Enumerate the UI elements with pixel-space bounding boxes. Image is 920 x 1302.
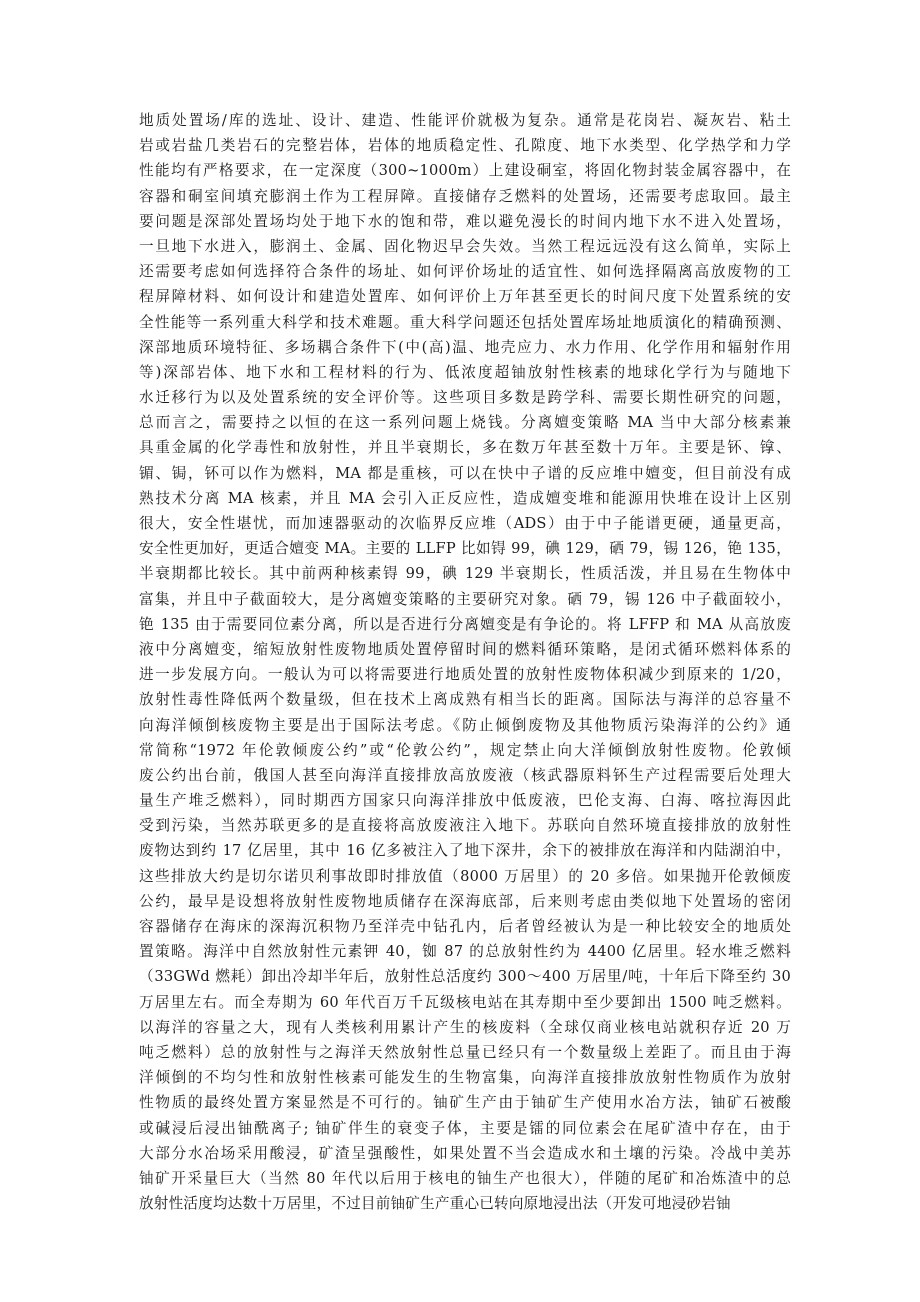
text-line: （33GWd 燃耗）卸出冷却半年后，放射性总活度约 300～400 万居里/吨，十年后下降至约 30 (139, 968, 791, 986)
text-line: 等)深部岩体、地下水和工程材料的行为、低浓度超铀放射性核素的地球化学行为与随地下 (139, 363, 791, 381)
text-line: 大部分水冶场采用酸浸，矿渣呈强酸性，如果处置不当会造成水和土壤的污染。冷战中美苏 (139, 1144, 791, 1162)
text-line: 或碱浸后浸出铀酰离子; 铀矿伴生的衰变子体，主要是镭的同位素会在尾矿渣中存在，由于 (139, 1119, 791, 1137)
text-line: 常简称“1972 年伦敦倾废公约”或“伦敦公约”，规定禁止向大洋倾倒放射性废物。伦敦倾 (139, 741, 791, 759)
text-line: 总而言之，需要持之以恒的在这一系列问题上烧钱。分离嬗变策略 MA 当中大部分核素兼 (139, 414, 791, 432)
text-line: 深部地质环境特征、多场耦合条件下(中(高)温、地壳应力、水力作用、化学作用和辐射作用 (139, 338, 791, 356)
body-text (139, 108, 791, 1216)
text-line: 废公约出台前，俄国人甚至向海洋直接排放高放废液（核武器原料钚生产过程需要后处理大 (139, 766, 791, 784)
text-line: 放射性活度均达数十万居里，不过目前铀矿生产重心已转向原地浸出法（开发可地浸砂岩铀 (139, 1195, 731, 1213)
text-line: 这些排放大约是切尔诺贝利事故即时排放值（8000 万居里）的 20 多倍。如果抛开伦敦倾废 (139, 867, 791, 885)
text-line: 废物达到约 17 亿居里，其中 16 亿多被注入了地下深井，余下的被排放在海洋和内陆湖泊中， (139, 842, 791, 860)
text-line: 富集，并且中子截面较大，是分离嬗变策略的主要研究对象。硒 79，锡 126 中子截面较小， (139, 590, 791, 608)
text-line: 公约，最早是设想将放射性废物地质储存在深海底部，后来则考虑由类似地下处置场的密闭 (139, 892, 791, 910)
text-line: 铯 135 由于需要同位素分离，所以是否进行分离嬗变是有争论的。将 LFFP 和 MA 从高放废 (139, 615, 791, 633)
text-line: 容器和硐室间填充膨润土作为工程屏障。直接储存乏燃料的处置场，还需要考虑取回。最主 (139, 187, 791, 205)
text-line: 放射性毒性降低两个数量级，但在技术上离成熟有相当长的距离。国际法与海洋的总容量不 (139, 691, 791, 709)
text-line: 一旦地下水进入，膨润土、金属、固化物迟早会失效。当然工程远远没有这么简单，实际上 (139, 237, 791, 255)
text-line: 液中分离嬗变，缩短放射性废物地质处置停留时间的燃料循环策略，是闭式循环燃料体系的 (139, 640, 791, 658)
text-line: 半衰期都比较长。其中前两种核素锝 99，碘 129 半衰期长，性质活泼，并且易在生物体中 (139, 565, 791, 583)
text-line: 熟技术分离 MA 核素，并且 MA 会引入正反应性，造成嬗变堆和能源用快堆在设计上区别 (139, 489, 791, 507)
text-line: 还需要考虑如何选择符合条件的场址、如何评价场址的适宜性、如何选择隔离高放废物的工 (139, 263, 791, 281)
text-line: 万居里左右。而全寿期为 60 年代百万千瓦级核电站在其寿期中至少要卸出 1500 吨乏燃料。 (139, 993, 791, 1011)
text-line: 镅、锔，钚可以作为燃料，MA 都是重核，可以在快中子谱的反应堆中嬗变，但目前没有成 (139, 464, 791, 482)
text-line: 地质处置场/库的选址、设计、建造、性能评价就极为复杂。通常是花岗岩、凝灰岩、粘土 (139, 112, 791, 129)
text-line: 量生产堆乏燃料），同时期西方国家只向海洋排放中低废液，巴伦支海、白海、喀拉海因此 (139, 792, 791, 810)
text-line: 要问题是深部处置场均处于地下水的饱和带，难以避免漫长的时间内地下水不进入处置场， (139, 212, 791, 230)
text-line: 受到污染，当然苏联更多的是直接将高放废液注入地下。苏联向自然环境直接排放的放射性 (139, 817, 791, 835)
text-line: 水迁移行为以及处置系统的安全评价等。这些项目多数是跨学科、需要长期性研究的问题， (139, 389, 791, 407)
text-line: 洋倾倒的不均匀性和放射性核素可能发生的生物富集，向海洋直接排放放射性物质作为放射 (139, 1069, 791, 1087)
text-line: 容器储存在海床的深海沉积物乃至洋壳中钻孔内，后者曾经被认为是一种比较安全的地质处 (139, 918, 791, 935)
text-line: 性能均有严格要求，在一定深度（300~1000m）上建设硐室，将固化物封装金属容器中，在 (139, 162, 791, 180)
text-line: 程屏障材料、如何设计和建造处置库、如何评价上万年甚至更长的时间尺度下处置系统的安 (139, 288, 791, 306)
text-line: 铀矿开采量巨大（当然 80 年代以后用于核电的铀生产也很大），伴随的尾矿和冶炼渣中的总 (139, 1169, 791, 1187)
text-line: 性物质的最终处置方案显然是不可行的。铀矿生产由于铀矿生产使用水冶方法，铀矿石被酸 (139, 1094, 791, 1112)
text-line: 具重金属的化学毒性和放射性，并且半衰期长，多在数万年甚至数十万年。主要是钚、镎、 (139, 439, 791, 457)
text-line: 安全性更加好，更适合嬗变 MA。主要的 LLFP 比如锝 99，碘 129，硒 79，锡 126，铯 135， (139, 540, 791, 558)
text-line: 全性能等一系列重大科学和技术难题。重大科学问题还包括处置库场址地质演化的精确预测、 (139, 313, 791, 331)
text-line: 向海洋倾倒核废物主要是出于国际法考虑。《防止倾倒废物及其他物质污染海洋的公约》通 (139, 716, 791, 734)
text-line: 很大，安全性堪忧，而加速器驱动的次临界反应堆（ADS）由于中子能谱更硬，通量更高， (139, 515, 791, 532)
text-line: 进一步发展方向。一般认为可以将需要进行地质处置的放射性废物体积减少到原来的 1/20， (139, 666, 791, 684)
text-line: 以海洋的容量之大，现有人类核利用累计产生的核废料（全球仅商业核电站就积存近 20 万 (139, 1018, 791, 1036)
text-line: 岩或岩盐几类岩石的完整岩体，岩体的地质稳定性、孔隙度、地下水类型、化学热学和力学 (139, 137, 791, 155)
text-line: 吨乏燃料）总的放射性与之海洋天然放射性总量已经只有一个数量级上差距了。而且由于海 (139, 1043, 791, 1061)
text-line: 置策略。海洋中自然放射性元素钾 40，铷 87 的总放射性约为 4400 亿居里。轻水堆乏燃料 (139, 943, 791, 961)
